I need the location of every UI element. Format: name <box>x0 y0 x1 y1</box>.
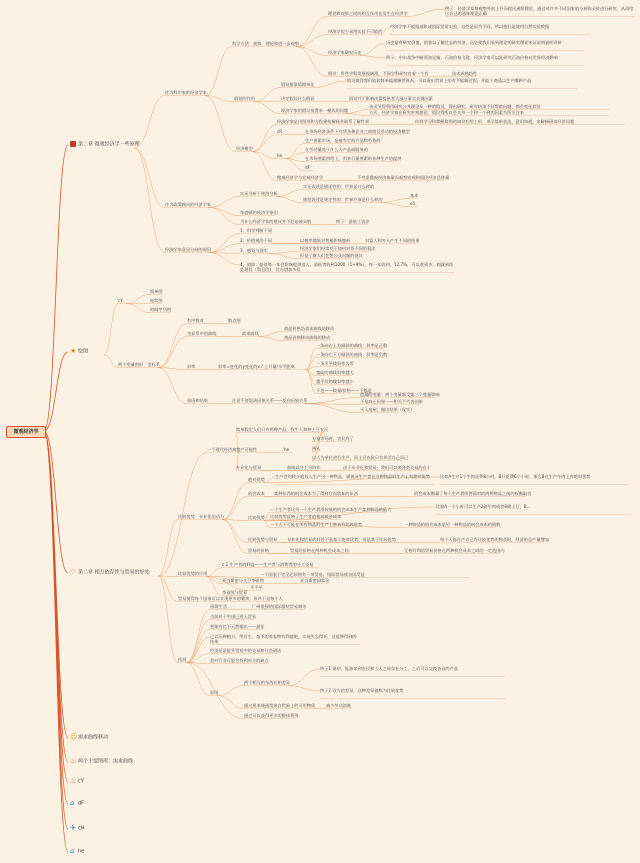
connector <box>268 252 300 254</box>
topic-node[interactable]: 一种物品的机会成本是另一种物品的机会成本的倒数 <box>404 522 501 527</box>
connector <box>206 577 222 596</box>
topic-node[interactable]: 假设并不影响决策提供者大部分事实关键因素 <box>349 96 433 101</box>
plane-icon: ✈ <box>70 824 76 832</box>
topic-node[interactable]: 基本 <box>410 193 419 198</box>
subtopic[interactable]: 经济模型 <box>236 146 253 151</box>
connector <box>296 35 328 47</box>
topic-node[interactable]: 当前对于中国已进入贸易 <box>210 614 257 619</box>
topic-node[interactable]: 越陡的曲线斜率越大 <box>316 370 354 375</box>
topic-node[interactable]: 一条水平线斜率为零 <box>316 361 354 366</box>
subtopic[interactable]: 比较优势与贸易 <box>248 537 278 542</box>
connector <box>126 295 150 304</box>
connector <box>44 431 68 573</box>
connector <box>379 199 410 203</box>
subtopic[interactable]: 比较优势：专业化的动力 <box>178 514 225 519</box>
topic-node[interactable]: 平平平 <box>250 585 263 590</box>
connector <box>345 110 369 114</box>
subtopic[interactable]: 两个相互的东西在相差异 <box>244 680 291 685</box>
connector <box>285 144 305 159</box>
subtopic[interactable]: 经济学家是用图形和方程建构解释并联系了解世界 <box>277 119 370 124</box>
topic-node[interactable]: 例子：中东战争中断原油运输，石油价格飞涨，经济学家可以此研究石油价格对世界经济影响 <box>386 55 558 60</box>
topic-node[interactable]: 比如A一个小时可以生产2磅牛肉或者8磅土豆，B... <box>436 504 531 509</box>
topic-node[interactable]: 专业化和贸易的好处不是基于绝对优势，而是基于比较优势 <box>287 537 396 542</box>
subtopic[interactable]: 实证分析于规范分析 <box>240 191 278 196</box>
subtopic[interactable]: 经济学家研究历史 <box>328 50 362 55</box>
smile-icon: ☺ <box>70 733 78 741</box>
connector <box>205 96 234 102</box>
subtopic[interactable]: 有序数对 <box>187 318 204 323</box>
topic-node[interactable]: 假设使得我们能较简单地理解世界而，可以看出世界上的有不能解过程，并能个商品以生产哪种产品 <box>347 78 532 83</box>
topic-node[interactable]: 每个人都在产自己有比较优势的物品时，经济的总产量增加 <box>440 537 549 542</box>
connector <box>218 696 244 709</box>
house-icon: ⌂ <box>70 799 75 807</box>
topic-node[interactable]: 历史是有研究价值，借鉴以了解过去的经济，历史使我们看到理论的研究理论来证说明说明评价 <box>386 40 562 45</box>
topic-node[interactable]: 4、假如：最低每一年会影响提供进入，最低者收到1000（1+9%），每一年收到，12.7%，可以收到多，则就到结处理其（利息回），比自增加多倍 <box>240 262 454 273</box>
connector <box>268 254 300 259</box>
connector <box>345 114 369 116</box>
connector <box>296 17 328 47</box>
connector <box>205 96 236 152</box>
branch-7[interactable] <box>70 800 84 808</box>
branch-3[interactable] <box>70 569 150 577</box>
heart-icon: ♡ <box>70 568 77 576</box>
subtopic[interactable]: 假设使事情简单化 <box>281 82 315 87</box>
connector <box>206 568 222 577</box>
connector <box>186 620 210 663</box>
topic-node[interactable]: 在市场经济条件下有所各种企业之间相互活动的经济模型 <box>305 129 410 134</box>
topic-node[interactable]: 越平坦的线斜率越小 <box>316 379 354 384</box>
topic-node[interactable]: 经济还是提升贸易中的交易和社会到达 <box>210 648 282 653</box>
topic-node[interactable]: 例子1 最初，能源来到农民和工人之间存在分工，之后可以交换各自的产品 <box>320 666 458 671</box>
subtopic[interactable]: 作为政策顾问的经济学家 <box>165 202 212 207</box>
connector <box>44 431 68 738</box>
topic-node[interactable]: 但是了解人们在想公众问题的建议 <box>300 253 363 258</box>
connector <box>379 203 410 207</box>
topic-node[interactable]: 例子：经济学家每观察外前土升而提出通胀理论，通过对许多不同国家的分析购买价进行研究，从而给出自己的通胀理论正确 <box>445 6 634 17</box>
connector <box>209 197 240 208</box>
topic-node[interactable]: 一个人不可能在所有物品的生产上都具有比较优势 <box>270 522 363 527</box>
topic-node[interactable]: 一个生产者比另一个生产者用较低的机会成本生产某种物品的能力 <box>270 507 392 512</box>
subtopic[interactable]: 两个变量图形：坐标系 <box>118 362 160 367</box>
connector <box>252 125 277 152</box>
topic-node[interactable]: 经济学家们经常对于如何对待不同的看法 <box>300 246 376 251</box>
topic-node[interactable]: 李嘉图与贸易 <box>222 590 248 595</box>
topic-node[interactable]: he <box>284 447 290 452</box>
branch-5[interactable] <box>70 758 133 766</box>
connector <box>296 47 328 56</box>
branch-label: 第二章 微观经济学一些原理 <box>78 141 140 148</box>
topic-node[interactable]: 生产者用较少的投入生产这一种物品，就说该生产者在这种物品的生产上有绝对优势 <box>275 474 430 479</box>
flame-icon: ♨ <box>70 777 77 785</box>
connector <box>158 324 187 368</box>
connector <box>288 669 320 686</box>
connector <box>222 520 248 554</box>
connector <box>254 102 281 114</box>
topic-node[interactable]: 不考虑微观经济体量而观察宏观和国民经济总体量 <box>357 175 450 180</box>
topic-node[interactable]: 遗漏的变量：两个变量都受第三个变量影响 <box>360 392 440 397</box>
connector <box>306 370 316 394</box>
subtopic[interactable]: 机会成本 <box>248 491 265 496</box>
topic-node[interactable]: 1、科学判断不同 <box>240 228 272 233</box>
topic-node[interactable]: 一个国家不完全必须拥有一项贸易，国际贸易使各国受益 <box>260 572 365 577</box>
topic-node[interactable]: 在市场要素供给上，用来行量要素的各种生产的提供 <box>305 156 402 161</box>
branch-label: cY <box>78 778 84 785</box>
topic-node[interactable]: 该采节得利用研究公共理论从一种的假设，得出研究，研究结果不仅帮助问题，都会变化假设 <box>369 104 541 109</box>
flame-icon: ♨ <box>70 757 77 765</box>
connector <box>206 577 222 584</box>
connector <box>360 56 386 58</box>
topic-node[interactable]: 贸易使得每个国家可以实现更多的繁荣，但并不是每个人 <box>178 596 283 601</box>
connector <box>304 398 360 404</box>
subtopic[interactable]: 2、价值观的不同 <box>240 238 272 243</box>
connector <box>306 349 316 370</box>
star-icon: ★ <box>70 347 77 355</box>
topic-node[interactable]: 商品价格移动曲线的移动 <box>284 335 331 340</box>
subtopic[interactable]: cR <box>277 129 283 134</box>
topic-node[interactable]: 以税率越低对普遍影响越低 <box>300 238 351 243</box>
connector <box>276 190 303 197</box>
topic-node[interactable]: 时间序列图 <box>150 307 171 312</box>
connector <box>285 159 305 171</box>
connector <box>158 576 178 602</box>
connector <box>205 47 232 96</box>
topic-node[interactable]: 一条向右下方倾斜的曲线：斜率是负数 <box>316 352 388 357</box>
connector <box>186 610 210 663</box>
topic-node[interactable]: 实证表述是描述性的：世界是什么样的 <box>303 184 375 189</box>
subtopic[interactable]: 规范表述是规定性的：世界应该是什么样的 <box>303 197 383 202</box>
subtopic[interactable]: 比较优势的应用 <box>178 571 208 576</box>
subtopic[interactable]: 科学方法：观察、理论和进一步观察 <box>232 41 300 46</box>
subtopic[interactable]: 坐标系中的曲线 <box>187 331 217 336</box>
connector <box>313 81 347 88</box>
topic-node[interactable]: 例子2 双方的差异，这种差异被称为比较优势 <box>320 688 404 693</box>
connector <box>288 686 320 691</box>
subtopic[interactable]: 斜率 <box>187 364 196 369</box>
subtopic[interactable]: 作为科学家的经济学家 <box>165 90 207 95</box>
subtopic[interactable]: 困境生活 <box>210 604 227 609</box>
subtopic[interactable]: 假设的作用 <box>234 96 255 101</box>
topic-node[interactable]: 生产要素市场，是被有定的产品和劳务的 <box>305 138 381 143</box>
topic-node[interactable]: 在劳动量处于什么为产品或服务的 <box>305 147 368 152</box>
topic-node[interactable]: 减少劳动消耗 <box>326 703 352 708</box>
topic-node[interactable]: 一条向右上方倾斜的曲线：斜率是正数 <box>316 343 388 348</box>
connector <box>222 520 248 543</box>
connector <box>104 304 118 355</box>
connector <box>186 663 210 696</box>
connector <box>209 234 240 253</box>
subtopic[interactable]: 经济学很少采用实验不可能的 <box>328 29 383 34</box>
topic-node[interactable]: dF <box>305 165 311 170</box>
topic-node[interactable]: 例子：最低工资法 <box>336 219 370 224</box>
topic-node[interactable]: 比如A生产1个牛肉花费8小时，B只花费6个小时，那么B在生产牛肉上有绝对优势 <box>440 474 591 479</box>
subtopic[interactable]: 生产可能性 <box>236 447 257 452</box>
topic-node[interactable]: 机会成本衡量了每个生产者所要面对的两种物品之间的权衡取舍 <box>414 491 532 496</box>
topic-node[interactable]: 简单图 <box>150 289 163 294</box>
topic-node[interactable]: 通过可以获得更多的整体利用 <box>244 713 299 718</box>
connector <box>104 355 118 368</box>
topic-node[interactable]: 广州很强的国际服装贸易城市 <box>252 604 307 609</box>
topic-node[interactable]: 不也——数量/价格——不都是 <box>316 388 372 393</box>
topic-node[interactable]: 敌对行业可能会找到对方的缺点 <box>210 658 269 663</box>
subtopic[interactable]: 注意不要混淆因果关系——反向因果关系 <box>232 398 308 403</box>
topic-node[interactable]: 方式，经济学家在研究宏观理论，假设得所以会关节一个和一个到的因素为所关注来 <box>369 110 524 115</box>
connector <box>158 368 187 404</box>
topic-node[interactable]: c.1 生产者的利益——生产者与消费者的分工交易 <box>222 562 314 567</box>
subtopic[interactable]: 亚当斯密与大卫李嘉图 <box>222 578 264 583</box>
branch-4[interactable] <box>70 734 108 742</box>
branch-2[interactable] <box>70 348 88 356</box>
subtopic[interactable]: 原因和结果 <box>187 398 208 403</box>
connector <box>186 630 210 663</box>
topic-node[interactable]: 以人为单位进行生产，而土豆农民只有养活自己而已 <box>312 455 409 460</box>
topic-node[interactable]: 对富人和穷人产生不同的结果 <box>365 238 420 243</box>
topic-node[interactable]: 两人 <box>312 446 321 451</box>
topic-node[interactable]: 商品价格沿需求曲线的移动 <box>284 326 335 331</box>
topic-node[interactable]: 想象有比不天然输出——最佳 <box>210 624 265 629</box>
subtopic[interactable]: 专业化与贸易 <box>236 465 262 470</box>
branch-label: 第二章 相互依存性与贸易的好处 <box>78 569 150 576</box>
connector <box>158 337 187 368</box>
connector <box>404 9 445 17</box>
topic-node[interactable]: 华盛顿的经济学家们 <box>240 210 278 215</box>
connector <box>252 152 277 181</box>
branch-8[interactable] <box>70 825 85 833</box>
connector <box>126 304 150 313</box>
topic-node[interactable]: 亚当斯密国富论 <box>300 578 330 583</box>
connector <box>360 43 386 56</box>
connector <box>276 197 303 203</box>
topic-node[interactable]: 比较优势反映了生产者的相对机会成本 <box>270 514 342 519</box>
subtopic[interactable]: 斜率=变化的y变化的x / 上升量/水平距离 <box>218 364 295 369</box>
connector <box>134 148 165 208</box>
branch-label: 需求曲线移动 <box>78 734 109 741</box>
subtopic[interactable]: cY <box>118 298 123 303</box>
connector <box>258 337 284 341</box>
subtopic[interactable]: 贸易的价格 <box>248 548 269 553</box>
topic-node[interactable]: 互相有利的贸易价格在两种机会成本之间的一定范围内 <box>404 548 505 553</box>
connector <box>158 368 187 370</box>
branch-label: 绘图 <box>78 348 89 355</box>
connector <box>254 88 281 102</box>
connector <box>218 686 244 696</box>
connector <box>134 148 165 253</box>
topic-node[interactable]: 柱状图 <box>150 298 163 303</box>
branch-label: dF <box>78 800 85 807</box>
subtopic[interactable]: 3、感觉与现实 <box>240 248 268 253</box>
branch-label: he <box>78 848 85 855</box>
topic-node[interactable]: 技术成熟趋性 <box>452 71 478 76</box>
connector <box>222 483 248 520</box>
connector <box>209 253 240 265</box>
connector <box>222 497 248 520</box>
branch-1[interactable] <box>70 141 140 149</box>
subtopic[interactable]: 经济学家用假设前置单一模式的问题 <box>281 108 349 113</box>
connector <box>209 208 240 225</box>
connector <box>209 208 240 216</box>
branch-6[interactable] <box>70 778 84 786</box>
subtopic[interactable]: he <box>277 153 283 158</box>
topic-node[interactable]: 由于专业化和贸易，我们可以来各类交易的自于 <box>343 465 431 470</box>
connector <box>209 244 240 253</box>
connector <box>304 404 360 413</box>
subtopic[interactable]: 一个现代经济寓言 <box>207 447 241 452</box>
connector <box>258 332 284 337</box>
topic-node[interactable]: 你将学习和掌握简图的知识后给上形，来示简单表达，意识知道，来解释研读经济问题 <box>415 119 575 124</box>
subtopic[interactable]: 拓展 <box>178 657 187 662</box>
branch-label: cH <box>78 825 85 832</box>
topic-node[interactable]: 某种东西的机会成本为了得到它而放弃的东西 <box>274 491 358 496</box>
subtopic[interactable]: 需求曲线 <box>242 331 259 336</box>
subtopic[interactable]: 决定假设什么假设 <box>281 96 315 101</box>
topic-node[interactable]: 不是真正因果——相关不代表因果 <box>360 399 423 404</box>
root-topic[interactable]: 微观经济学 <box>6 426 46 438</box>
branch-9[interactable] <box>70 848 84 856</box>
subtopic[interactable]: 假设：有些学科发展视域用，不同学科研究有着一个有 <box>328 71 429 76</box>
subtopic[interactable]: 简单假定人们只有两种产品，牧牛人和种土豆农民 <box>236 427 329 432</box>
topic-node[interactable]: e5 <box>410 201 416 206</box>
connector <box>264 477 275 483</box>
subtopic[interactable]: 为什么经济学家的建议并不总是被采纳 <box>240 219 312 224</box>
topic-node[interactable]: 曲线以分工与协作 <box>287 465 321 470</box>
topic-node[interactable]: 买入房屋，做出结果（现实） <box>360 407 415 412</box>
topic-node[interactable]: 专家市场时，农民有了 <box>312 436 354 441</box>
subtopic[interactable]: 原因 <box>210 690 219 695</box>
subtopic[interactable]: 绝对优势 <box>248 477 265 482</box>
subtopic[interactable]: 理论和观察之间的相互作用也发生在经济学 <box>328 11 408 16</box>
topic-node[interactable]: 贸易的价格在两种机会成本之间 <box>290 548 349 553</box>
connector <box>158 576 178 577</box>
subtopic[interactable]: 微观经济学与宏观经济学 <box>277 175 324 180</box>
subtopic[interactable]: 经济学家意见分歧的原因 <box>165 247 212 252</box>
book-icon <box>70 141 76 147</box>
topic-node[interactable]: 经济学家不能做通胀或国际贸易实验，这些是因为不同，所以他们是使用自然实验数据 <box>390 24 550 29</box>
topic-node[interactable]: 已以乐种植方，所有生，鱼不的养家物有利越吧，实现失去得开，这能够得到的结果 <box>210 634 357 645</box>
branch-label: 两个主要图形：需求曲线 <box>78 758 134 765</box>
topic-node[interactable]: 散点图 <box>228 318 241 323</box>
house-icon: ⌂ <box>70 847 75 855</box>
connector <box>44 145 68 431</box>
subtopic[interactable]: 比较优势 <box>248 515 265 520</box>
subtopic[interactable]: 通过用来使通常来自世界上的可用物质 <box>244 703 316 708</box>
connector <box>252 135 277 152</box>
connector <box>285 153 305 159</box>
